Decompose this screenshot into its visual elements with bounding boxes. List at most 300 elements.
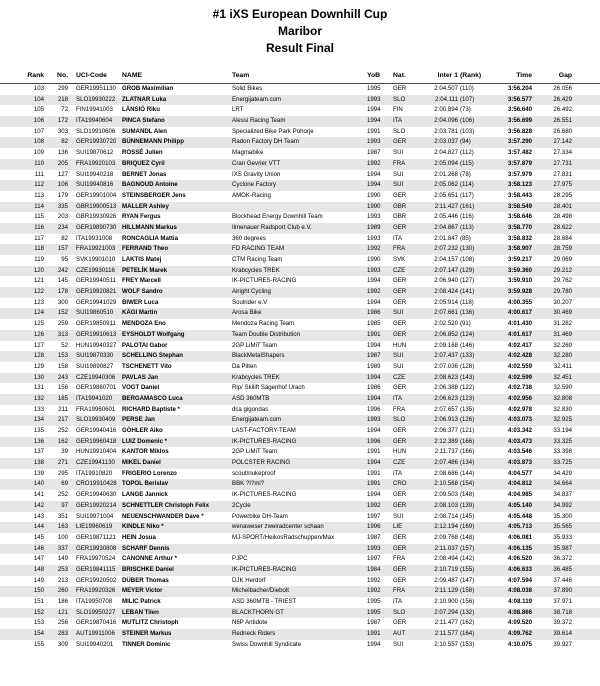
final-time-cell: 4:06.520: [507, 555, 532, 563]
gap-cell: 35.933: [553, 533, 572, 541]
rider-name-cell: VOGT Daniel: [122, 384, 160, 392]
intermediate-time-cell: 2:04.867: [434, 223, 458, 231]
rank-cell: 140: [33, 480, 44, 488]
gap-cell: 27.142: [553, 138, 572, 146]
final-time-cell: 4:02.559: [507, 362, 532, 370]
bib-number-cell: 158: [57, 362, 68, 370]
rider-name-cell: BERGAMASCO Luca: [122, 394, 183, 402]
team-cell: Cyclone Factory: [232, 181, 277, 189]
table-row: [0, 554, 600, 565]
final-time-cell: 4:08.119: [508, 598, 532, 605]
nation-cell: SUI: [393, 640, 404, 648]
intermediate-time-cell: 2:08.424: [434, 288, 458, 296]
year-of-birth-cell: 1992: [367, 288, 381, 296]
year-of-birth-cell: 1994: [367, 277, 381, 285]
intermediate-rank-cell: (155): [460, 565, 475, 573]
table-row: [0, 330, 600, 341]
intermediate-rank-cell: (129): [460, 266, 475, 274]
year-of-birth-cell: 1993: [367, 138, 381, 146]
intermediate-rank-cell: (156): [460, 598, 475, 605]
rank-cell: 118: [34, 245, 44, 253]
final-time-cell: 4:05.713: [507, 523, 532, 531]
col-header-no: No.: [57, 72, 68, 79]
table-row: [0, 437, 600, 448]
bib-number-cell: 157: [57, 245, 68, 253]
nation-cell: AUT: [393, 630, 406, 638]
final-time-cell: 3:56.828: [507, 127, 532, 135]
intermediate-rank-cell: (126): [460, 416, 475, 424]
intermediate-time-cell: 2:04.507: [434, 85, 458, 92]
rank-cell: 121: [33, 277, 44, 285]
uci-code-cell: SLO19950227: [76, 608, 116, 616]
intermediate-rank-cell: (145): [460, 512, 475, 520]
team-cell: wenaweser zweiradcenter schaan: [232, 523, 324, 531]
intermediate-rank-cell: (128): [460, 362, 475, 370]
intermediate-rank-cell: (164): [460, 630, 475, 638]
rank-cell: 146: [33, 544, 44, 552]
final-time-cell: 4:00.617: [507, 309, 532, 317]
intermediate-rank-cell: (157): [460, 544, 475, 552]
year-of-birth-cell: 1991: [367, 480, 381, 488]
final-time-cell: 4:02.956: [507, 394, 532, 402]
intermediate-rank-cell: (141): [460, 288, 475, 296]
table-row: [0, 458, 600, 469]
rider-name-cell: BIWER Luca: [122, 298, 159, 306]
final-time-cell: 3:56.640: [507, 106, 532, 114]
intermediate-time-cell: 2:08.714: [434, 512, 458, 520]
gap-cell: 34.837: [553, 491, 572, 499]
gap-cell: 37.446: [553, 576, 572, 584]
nation-cell: SUI: [393, 181, 404, 189]
rider-name-cell: KINDLE Niko *: [122, 523, 164, 531]
rank-cell: 128: [33, 352, 44, 360]
bib-number-cell: 205: [57, 159, 68, 167]
final-time-cell: 4:04.812: [507, 480, 532, 488]
col-header-time: Time: [516, 72, 532, 79]
bib-number-cell: 211: [58, 405, 68, 413]
final-time-cell: 4:09.520: [507, 619, 532, 627]
uci-code-cell: ITA19931008: [76, 234, 113, 242]
uci-code-cell: ITA19910820: [76, 469, 113, 477]
intermediate-time-cell: 2:02.520: [434, 320, 458, 328]
intermediate-rank-cell: (73): [460, 106, 471, 114]
final-time-cell: 4:03.873: [507, 459, 532, 467]
intermediate-rank-cell: (107): [460, 95, 475, 103]
final-time-cell: 3:57.979: [507, 170, 532, 178]
nation-cell: GER: [393, 501, 407, 509]
team-cell: ASD 360MTB - TRIEST: [232, 598, 297, 605]
nation-cell: SUI: [393, 352, 404, 360]
team-cell: Team Double Distribution: [232, 330, 301, 338]
team-cell: scout/nukeproof: [232, 469, 276, 477]
uci-code-cell: GER19850911: [76, 320, 116, 328]
team-cell: DJK Herdorf: [232, 576, 266, 584]
rank-cell: 141: [33, 491, 44, 499]
gap-cell: 27.975: [553, 181, 572, 189]
intermediate-rank-cell: (135): [460, 405, 475, 413]
bib-number-cell: 300: [57, 298, 68, 306]
intermediate-time-cell: 2:07.036: [434, 362, 458, 370]
nation-cell: GER: [393, 437, 407, 445]
table-row: [0, 159, 600, 170]
gap-cell: 28.622: [553, 223, 572, 231]
nation-cell: GER: [393, 298, 407, 306]
nation-cell: CZE: [393, 266, 406, 274]
team-cell: AMOK-Racing: [232, 191, 271, 199]
rank-cell: 148: [33, 565, 44, 573]
intermediate-rank-cell: (130): [460, 245, 475, 253]
gap-cell: 30.207: [553, 298, 572, 306]
bib-number-cell: 156: [57, 384, 68, 392]
gap-cell: 32.808: [553, 394, 572, 402]
uci-code-cell: GBR19930926: [76, 213, 117, 221]
intermediate-time-cell: 2:11.129: [434, 587, 458, 595]
nation-cell: FRA: [393, 405, 406, 413]
bib-number-cell: 252: [57, 427, 68, 434]
year-of-birth-cell: 1994: [367, 106, 381, 114]
team-cell: IK-PICTURES-RACING: [232, 491, 297, 499]
uci-code-cell: SUI19940201: [76, 640, 114, 648]
rider-name-cell: MALLER Ashley: [122, 202, 169, 210]
intermediate-time-cell: 2:03.781: [434, 127, 458, 135]
team-cell: Specialized Bike Park Pohorje: [232, 127, 314, 135]
uci-code-cell: AUT19911006: [76, 630, 115, 638]
year-of-birth-cell: 1991: [367, 330, 381, 338]
gap-cell: 31.469: [553, 330, 572, 338]
rider-name-cell: MEYER Victor: [122, 587, 163, 595]
bib-number-cell: 213: [57, 576, 68, 584]
uci-code-cell: GER19860701: [76, 384, 117, 392]
rider-name-cell: EYSHOLDT Wolfgang: [122, 330, 185, 338]
bib-number-cell: 271: [57, 459, 68, 467]
rank-cell: 122: [33, 288, 44, 296]
year-of-birth-cell: 1993: [367, 544, 381, 552]
gap-cell: 29.212: [553, 266, 572, 274]
nation-cell: SLO: [393, 608, 406, 616]
intermediate-time-cell: 2:01.847: [434, 234, 458, 242]
gap-cell: 33.325: [553, 437, 572, 445]
table-row: [0, 244, 600, 255]
year-of-birth-cell: 1990: [367, 256, 381, 263]
gap-cell: 37.971: [553, 598, 572, 605]
year-of-birth-cell: 1990: [367, 202, 381, 210]
nation-cell: FRA: [393, 159, 406, 167]
intermediate-time-cell: 2:06.388: [434, 384, 458, 392]
rank-cell: 114: [34, 202, 44, 210]
final-time-cell: 3:56.577: [507, 95, 532, 103]
rider-name-cell: HEIN Josua: [122, 533, 156, 541]
rank-cell: 142: [33, 501, 44, 509]
team-cell: 2Cycle: [232, 501, 251, 509]
year-of-birth-cell: 1989: [367, 362, 381, 370]
gap-cell: 28.401: [553, 202, 572, 210]
intermediate-rank-cell: (139): [460, 501, 475, 509]
rank-cell: 106: [33, 117, 44, 125]
col-header-nat: Nat.: [393, 72, 406, 79]
team-cell: 2GP LiMiT Team: [232, 448, 278, 456]
rank-cell: 139: [33, 469, 44, 477]
rider-name-cell: FERRAND Theo: [122, 245, 169, 253]
uci-code-cell: GER19871121: [76, 533, 116, 541]
nation-cell: GER: [393, 223, 407, 231]
rank-cell: 119: [34, 256, 44, 263]
final-time-cell: 4:09.762: [507, 630, 532, 638]
table-row: [0, 191, 600, 202]
intermediate-rank-cell: (103): [460, 127, 475, 135]
table-row: [0, 202, 600, 213]
year-of-birth-cell: 1994: [367, 459, 381, 467]
bib-number-cell: 72: [61, 106, 68, 114]
intermediate-time-cell: 2:04.157: [434, 256, 458, 263]
rider-name-cell: MILIC Patrick: [122, 598, 161, 605]
year-of-birth-cell: 1994: [367, 341, 381, 349]
event-location: Maribor: [277, 24, 322, 38]
nation-cell: GER: [393, 619, 407, 627]
intermediate-time-cell: 2:06.852: [434, 330, 458, 338]
nation-cell: GER: [393, 138, 407, 146]
intermediate-rank-cell: (118): [460, 298, 474, 306]
nation-cell: FRA: [393, 245, 406, 253]
rider-name-cell: ROSSÉ Julien: [122, 149, 163, 157]
gap-cell: 28.295: [553, 191, 572, 199]
rank-cell: 126: [33, 330, 44, 338]
uci-code-cell: GER19941029: [76, 298, 117, 306]
nation-cell: SUI: [393, 170, 404, 178]
gap-cell: 39.614: [553, 630, 572, 638]
intermediate-rank-cell: (113): [460, 223, 474, 231]
intermediate-rank-cell: (122): [460, 384, 475, 392]
nation-cell: GER: [393, 576, 407, 584]
year-of-birth-cell: 1991: [367, 630, 381, 638]
year-of-birth-cell: 1990: [367, 191, 381, 199]
intermediate-rank-cell: (94): [460, 138, 471, 146]
uci-code-cell: GER19841115: [76, 565, 116, 573]
final-time-cell: 3:58.770: [507, 223, 532, 231]
nation-cell: GBR: [393, 202, 407, 210]
uci-code-cell: SUI19860510: [76, 309, 114, 317]
final-time-cell: 4:06.081: [507, 533, 532, 541]
uci-code-cell: GER19910613: [76, 330, 117, 338]
rider-name-cell: RONCAGLIA Mattia: [122, 234, 178, 242]
rank-cell: 127: [33, 341, 44, 349]
team-cell: LRT: [232, 106, 244, 114]
table-row: [0, 629, 600, 640]
intermediate-rank-cell: (169): [460, 523, 475, 531]
rider-name-cell: HILLMANN Markus: [122, 223, 177, 231]
team-cell: Energijateam.com: [232, 416, 282, 424]
nation-cell: SUI: [393, 149, 404, 157]
intermediate-rank-cell: (148): [460, 491, 475, 499]
uci-code-cell: SUI19940816: [76, 181, 114, 189]
gap-cell: 36.372: [553, 555, 572, 563]
rider-name-cell: LÄNSIÖ Riku: [122, 106, 160, 114]
rider-name-cell: KANTOR Miklos: [122, 448, 169, 456]
uci-code-cell: CZE19941130: [76, 459, 115, 467]
bib-number-cell: 243: [57, 373, 68, 381]
bib-number-cell: 303: [57, 127, 68, 135]
bib-number-cell: 337: [57, 544, 68, 552]
intermediate-time-cell: 2:05.062: [434, 181, 458, 189]
rider-name-cell: GÖHLER Aiko: [122, 427, 163, 434]
final-time-cell: 3:59.360: [507, 266, 532, 274]
uci-code-cell: GER19920214: [76, 501, 117, 509]
rider-name-cell: TOPOL Berislav: [122, 480, 169, 488]
intermediate-time-cell: 2:04.096: [434, 117, 458, 125]
table-row: [0, 148, 600, 159]
year-of-birth-cell: 1993: [367, 234, 381, 242]
rider-name-cell: PERSE Jan: [122, 416, 155, 424]
table-row: [0, 308, 600, 319]
table-row: [0, 287, 600, 298]
uci-code-cell: GER19951130: [76, 85, 116, 92]
rank-cell: 109: [33, 149, 44, 157]
intermediate-rank-cell: (162): [460, 619, 475, 627]
intermediate-time-cell: 2:04.111: [435, 95, 458, 103]
table-row: [0, 447, 600, 458]
year-of-birth-cell: 1992: [367, 159, 381, 167]
bib-number-cell: 260: [57, 587, 68, 595]
rank-cell: 133: [33, 405, 44, 413]
bib-number-cell: 259: [57, 320, 68, 328]
gap-cell: 32.830: [553, 405, 572, 413]
intermediate-rank-cell: (91): [460, 320, 471, 328]
nation-cell: SLO: [393, 127, 406, 135]
intermediate-rank-cell: (134): [460, 459, 475, 467]
uci-code-cell: SLO19910606: [76, 127, 116, 135]
intermediate-time-cell: 2:05.651: [434, 191, 458, 199]
bib-number-cell: 145: [57, 277, 68, 285]
intermediate-time-cell: 2:07.437: [434, 352, 458, 360]
rank-cell: 154: [33, 630, 44, 638]
final-time-cell: 3:57.290: [507, 138, 532, 146]
intermediate-time-cell: 2:07.147: [434, 266, 458, 274]
rider-name-cell: SCHNETTLER Christoph Felix: [122, 501, 210, 509]
bib-number-cell: 256: [57, 619, 68, 627]
gap-cell: 32.269: [553, 341, 572, 349]
uci-code-cell: GER19930808: [76, 544, 117, 552]
bib-number-cell: 203: [57, 213, 68, 221]
nation-cell: GBR: [393, 213, 407, 221]
intermediate-rank-cell: (161): [460, 202, 475, 210]
table-row: [0, 84, 600, 95]
intermediate-time-cell: 2:11.427: [434, 202, 458, 210]
intermediate-rank-cell: (133): [460, 352, 475, 360]
table-row: [0, 127, 600, 138]
uci-code-cell: SVK19901010: [76, 256, 116, 263]
table-row: [0, 469, 600, 480]
intermediate-rank-cell: (136): [460, 309, 475, 317]
bib-number-cell: 97: [61, 501, 68, 509]
gap-cell: 29.780: [553, 288, 572, 296]
intermediate-time-cell: 2:03.037: [434, 138, 458, 146]
uci-code-cell: GER19940511: [76, 277, 116, 285]
table-row: [0, 298, 600, 309]
uci-code-cell: ITA19941020: [76, 394, 113, 402]
year-of-birth-cell: 1994: [367, 117, 381, 125]
uci-code-cell: CRO19910428: [76, 480, 117, 488]
final-time-cell: 4:03.546: [507, 448, 532, 456]
rank-cell: 137: [33, 448, 44, 456]
year-of-birth-cell: 1992: [367, 587, 381, 595]
intermediate-rank-cell: (146): [460, 341, 475, 349]
intermediate-time-cell: 2:10.900: [434, 598, 458, 605]
team-cell: Mendoza Racing Team: [232, 320, 295, 328]
uci-code-cell: CZE19940306: [76, 373, 116, 381]
bib-number-cell: 149: [57, 555, 68, 563]
intermediate-rank-cell: (116): [460, 213, 474, 221]
rider-name-cell: NEUENSCHWANDER Dave *: [122, 512, 204, 520]
uci-code-cell: SLO19930222: [76, 95, 116, 103]
year-of-birth-cell: 1987: [367, 533, 381, 541]
col-header-name: NAME: [122, 72, 143, 79]
table-row: [0, 415, 600, 426]
table-row: [0, 266, 600, 277]
bib-number-cell: 100: [57, 533, 68, 541]
year-of-birth-cell: 1986: [367, 309, 381, 317]
uci-code-cell: GER19901004: [76, 191, 117, 199]
final-time-cell: 3:57.879: [507, 159, 532, 167]
table-row: [0, 586, 600, 597]
intermediate-time-cell: 2:07.232: [434, 245, 458, 253]
bib-number-cell: 82: [61, 234, 68, 242]
table-row: [0, 576, 600, 587]
bib-number-cell: 351: [57, 512, 68, 520]
final-time-cell: 4:01.617: [507, 330, 532, 338]
team-cell: Michelbacher/Diebolt: [232, 587, 289, 595]
team-cell: Soulrider e.V: [232, 298, 268, 306]
nation-cell: GER: [393, 565, 407, 573]
intermediate-time-cell: 2:06.623: [434, 394, 458, 402]
intermediate-rank-cell: (106): [460, 117, 475, 125]
gap-cell: 38.718: [553, 608, 572, 616]
final-time-cell: 4:02.599: [507, 373, 532, 381]
table-row: [0, 116, 600, 127]
rider-name-cell: BRISCHKE Daniel: [122, 565, 174, 573]
intermediate-rank-cell: (112): [460, 149, 474, 157]
uci-code-cell: FRA19920103: [76, 159, 116, 167]
rider-name-cell: STEINER Markus: [122, 630, 172, 638]
team-cell: IXS Gravity Union: [232, 170, 281, 178]
uci-code-cell: FRA19920326: [76, 587, 116, 595]
intermediate-rank-cell: (110): [460, 85, 474, 92]
team-cell: IK-PICTURES-RACING: [232, 277, 297, 285]
final-time-cell: 3:58.549: [507, 202, 532, 210]
uci-code-cell: SLO19930409: [76, 416, 116, 424]
gap-cell: 33.398: [553, 448, 572, 456]
rank-cell: 151: [33, 598, 44, 605]
rank-cell: 110: [34, 159, 44, 167]
final-time-cell: 4:04.577: [507, 469, 532, 477]
table-row: [0, 351, 600, 362]
col-header-team: Team: [232, 72, 250, 79]
final-time-cell: 4:08.866: [507, 608, 532, 616]
bib-number-cell: 299: [57, 85, 68, 92]
team-cell: Powerbike DH-Team: [232, 512, 288, 520]
uci-code-cell: GER19940416: [76, 427, 117, 434]
final-time-cell: 4:07.594: [507, 576, 532, 584]
intermediate-time-cell: 2:01.268: [434, 170, 458, 178]
intermediate-rank-cell: (148): [460, 533, 475, 541]
year-of-birth-cell: 1995: [367, 598, 381, 605]
uci-code-cell: SUI19940218: [76, 170, 114, 178]
year-of-birth-cell: 1994: [367, 640, 381, 648]
rider-name-cell: WOLF Sandro: [122, 288, 163, 296]
bib-number-cell: 178: [57, 288, 68, 296]
gap-cell: 27.831: [553, 170, 572, 178]
year-of-birth-cell: 1987: [367, 619, 381, 627]
final-time-cell: 4:01.430: [507, 320, 532, 328]
uci-code-cell: FIN19941003: [76, 106, 113, 114]
